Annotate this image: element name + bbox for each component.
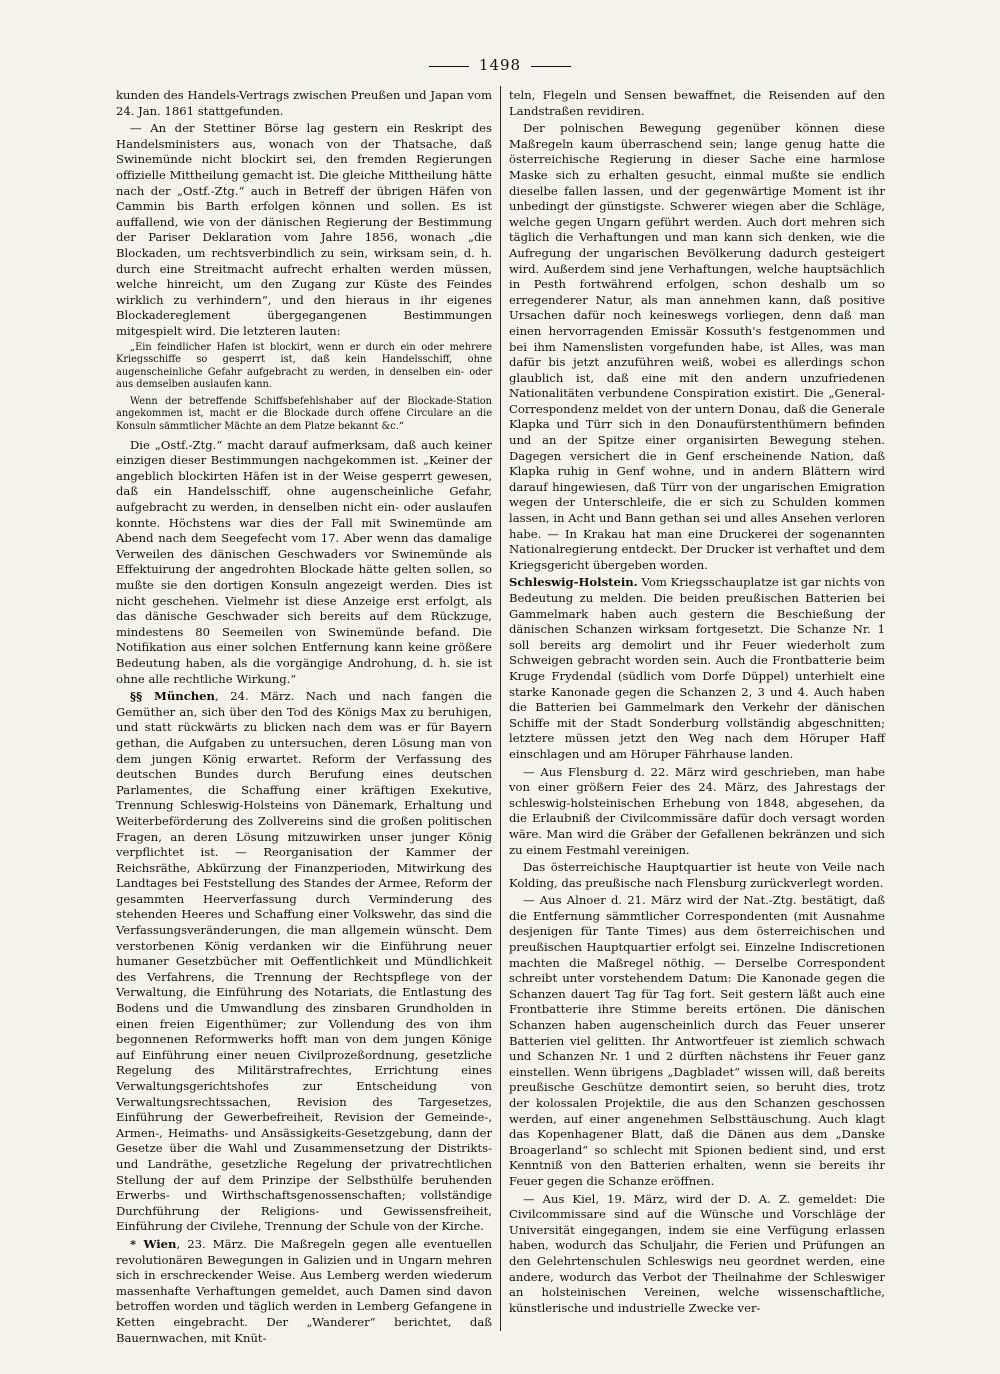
page-number: 1498	[0, 56, 1000, 74]
article-paragraph: — Aus Kiel, 19. März, wird der D. A. Z. gemeldet: Die Civilcommissare sind auf die Wünsche und Vorschläge der Universität eingegangen, indem sie eine Verfügung erlassen haben, wodurch das Schuljahr, die Ferien und Prüfungen an den Gelehrtenschulen Schleswigs neu geordnet werden, eine andere, wodurch das Verbot der Theilnahme der Schleswiger an holsteinischen Vereinen, welche wissenschaftliche, künstlerische und industrielle Zwecke ver-	[509, 1191, 885, 1315]
dateline-wien: * Wien	[130, 1236, 177, 1251]
article-text: Vom Kriegsschauplatze ist gar nichts von Bedeutung zu melden. Die beiden preußischen Batterien bei Gammelmark haben auch gestern die Beschießung der dänischen Schanzen wirksam fortgesetzt. Die Schanze Nr. 1 soll bereits arg demolirt und ihr Feuer wiederholt zum Schweigen gebracht worden sein. Auch die Frontbatterie beim Kruge Frydendal (südlich vom Dorfe Düppel) unterhielt eine starke Kanonade gegen die Schanzen 2, 3 und 4. Auch haben die Batterien bei Gammelmark den Verkehr der dänischen Schiffe mit der Stadt Sonderburg vollständig abgeschnitten; letztere müssen jetzt den Weg nach dem Höruper Haff einschlagen und am Höruper Fährhause landen.	[509, 575, 885, 761]
quoted-regulation: „Ein feindlicher Hafen ist blockirt, wenn er durch ein oder mehrere Kriegsschiffe so gesperrt ist, daß kein Handelsschiff, ohne augenscheinliche Gefahr aufgebracht zu werden, in denselben ein- oder aus demselben auslaufen kann.	[116, 341, 492, 391]
article-text: , 24. März. Nach und nach fangen die Gemüther an, sich über den Tod des Königs Max zu beruhigen, und statt rückwärts zu blicken nach dem was er für Bayern gethan, die Aufgaben zu untersuchen, deren Lösung man von dem jungen König erwartet. Reform der Verfassung des deutschen Bundes durch Berufung eines deutschen Parlamentes, die Schaffung einer kräftigen Exekutive, Trennung Schleswig-Holsteins von Dänemark, Erhaltung und Weiterbeförderung des Zollvereins sind die großen politischen Fragen, an deren Lösung mitzuwirken unser junger König verpflichtet ist. — Reorganisation der Kammer der Reichsräthe, Abkürzung der Finanzperioden, Mitwirkung des Landtages bei Feststellung des Standes der Armee, Reform der gesammten Heerverfassung durch Verminderung des stehenden Heeres und Schaffung einer Volkswehr, das sind die Verfassungsveränderungen, die man allgemein wünscht. Dem verstorbenen König verdanken wir die Einführung neuer humaner Gesetzbücher mit Oeffentlichkeit und Mündlichkeit des Verfahrens, die Trennung der Rechtspflege von der Verwaltung, die Einführung des Notariats, die Entlastung des Bodens und die Umwandlung des zinsbaren Grundholden in einen freien Eigenthümer; zur Vollendung des von ihm begonnenen Reformwerks hofft man von dem jungen Könige auf Einführung einer neuen Civilprozeßordnung, gesetzliche Regelung des Militärstrafrechtes, Errichtung eines Verwaltungsgerichtshofes zur Entscheidung von Verwaltungsrechtssachen, Revision des Targesetzes, Einführung der Gewerbefreiheit, Revision der Gemeinde-, Armen-, Heimaths- und Ansässigkeits-Gesetzgebung, dann der Gesetze über die Wahl und Zusammensetzung der Distrikts- und Landräthe, gesetzliche Regelung der privatrechtlichen Stellung der auf dem Prinzipe der Selbsthülfe beruhenden Erwerbs- und Wirthschaftsgenossenschaften; vollständige Durchführung der Religions- und Gewissensfreiheit, Einführung der Civilehe, Trennung der Schule von der Kirche.	[116, 689, 492, 1234]
dateline-muenchen: §§ München	[130, 689, 215, 704]
article-text: , 23. März. Die Maßregeln gegen alle eventuellen revolutionären Bewegungen in Galizien und in Ungarn mehren sich in erschreckender Weise. Aus Lemberg werden wiederum massenhafte Verhaftungen gemeldet, auch Damen sind davon betroffen worden und täglich werden in Lemberg Gefangene in Ketten eingebracht. Der „Wanderer“ berichtet, daß Bauernwachen, mit Knüt-	[116, 1236, 492, 1345]
article-paragraph: Der polnischen Bewegung gegenüber können diese Maßregeln kaum überraschend sein; lange genug hatte die österreichische Regierung in dieser Sache eine harmlose Maske sich zu erhalten gesucht, einmal mußte sie endlich dieselbe fallen lassen, und der gegenwärtige Moment ist ihr unbedingt der günstigste. Schwerer wiegen aber die Schläge, welche gegen Ungarn geführt werden. Auch dort mehren sich täglich die Verhaftungen und man kann sich denken, wie die Aufregung der ungarischen Bevölkerung dadurch gesteigert wird. Außerdem sind jene Verhaftungen, welche hauptsächlich in Pesth fortwährend erfolgen, schon deshalb um so erregenderer Natur, als man annehmen kann, daß positive Ursachen dafür noch keineswegs vorliegen, denn daß man einen hervorragenden Emissär Kossuth's festgenommen und bei ihm Namenslisten vorgefunden habe, ist Alles, was man dafür bis jetzt anzuführen weiß, wobei es allerdings schon glaublich ist, daß eine mit den andern unzufriedenen Nationalitäten verbundene Conspiration existirt. Die „General-Correspondenz meldet von der untern Donau, daß die Generale Klapka und Türr sich in den Donaufürstenthümern befinden und an der Spitze einer organisirten Bewegung stehen. Dagegen versichert die in Genf erscheinende Nation, daß Klapka ruhig in Genf wohne, und in andern Blättern wird darauf hingewiesen, daß Türr von der ungarischen Emigration wegen der Unterschleife, die er sich zu Schulden kommen lassen, in Acht und Bann gethan sei und alles Ansehen verloren habe. — In Krakau hat man eine Druckerei der sogenannten Nationalregierung entdeckt. Der Drucker ist verhaftet und dem Kriegsgericht übergeben worden.	[509, 121, 885, 572]
article-paragraph: — Aus Flensburg d. 22. März wird geschrieben, man habe von einer größern Feier des 24. März, des Jahrestags der schleswig-holsteinischen Erhebung von 1848, abgesehen, da die Erlaubniß der Civilcommissäre dafür doch versagt worden wäre. Man wird die Gräber der Gefallenen bekränzen und sich zu einem Festmahl vereinigen.	[509, 764, 885, 857]
article-paragraph: kunden des Handels-Vertrags zwischen Preußen und Japan vom 24. Jan. 1861 stattgefunden.	[116, 88, 492, 118]
article-paragraph	[509, 575, 885, 762]
right-column	[509, 88, 885, 1328]
quoted-regulation: Wenn der betreffende Schiffsbefehlshaber auf der Blockade-Station angekommen ist, macht er die Blockade durch offene Circulare an die Konsuln sämmtlicher Mächte an dem Platze bekannt &c.“	[116, 395, 492, 433]
column-divider	[500, 86, 501, 1331]
article-paragraph: — An der Stettiner Börse lag gestern ein Reskript des Handelsministers aus, wonach von der Thatsache, daß Swinemünde nicht blockirt sei, den fremden Regierungen offizielle Mittheilung gemacht ist. Die gleiche Mittheilung hätte nach der „Ostf.-Ztg.“ auch in Betreff der übrigen Häfen von Cammin bis Barth erfolgen können und sollen. Es ist auffallend, wie von der dänischen Regierung der Bestimmung der Pariser Deklaration vom Jahre 1856, wonach „die Blockaden, um rechtsverbindlich zu sein, wirksam sein, d. h. durch eine Streitmacht aufrecht erhalten werden müssen, welche hinreicht, um den Zugang zur Küste des Feindes wirklich zu verhindern“, und den hieraus in ihr eigenes Blockadereglement übergegangenen Bestimmungen mitgespielt wird. Die letzteren lauten:	[116, 121, 492, 338]
section-heading-schleswig-holstein: Schleswig-Holstein.	[509, 575, 638, 590]
article-paragraph: — Aus Alnoer d. 21. März wird der Nat.-Ztg. bestätigt, daß die Entfernung sämmtlicher Correspondenten (mit Ausnahme desjenigen für Tante Times) aus dem österreichischen und preußischen Hauptquartier erfolgt sei. Einzelne Indiscretionen machten die Maßregel nöthig. — Derselbe Correspondent schreibt unter vorstehendem Datum: Die Kanonade gegen die Schanzen dauert Tag für Tag fort. Seit gestern läßt auch eine Frontbatterie ihre Stimme bereits ertönen. Die dänischen Schanzen haben augenscheinlich durch das Feuer unserer Batterien viel gelitten. Ihr Antwortfeuer ist ziemlich schwach und Schanzen Nr. 1 und 2 dürften nächstens ihr Feuer ganz einstellen. Wenn übrigens „Dagbladet“ wissen will, daß bereits preußische Geschütze demontirt seien, so beruht dies, trotz der kolossalen Projektile, die aus den Schanzen geschossen werden, auf einer angenehmen Selbsttäuschung. Auch klagt das Kopenhagener Blatt, daß die Dänen aus dem „Danske Broagerland“ so schlecht mit Spionen bedient sind, und erst Kenntniß von den Batterien erhalten, wenn sie bereits ihr Feuer gegen die Schanze eröffnen.	[509, 893, 885, 1188]
article-paragraph	[116, 1237, 492, 1346]
article-paragraph: Das österreichische Hauptquartier ist heute von Veile nach Kolding, das preußische nach Flensburg zurückverlegt worden.	[509, 860, 885, 890]
article-paragraph	[116, 689, 492, 1235]
article-paragraph: teln, Flegeln und Sensen bewaffnet, die Reisenden auf den Landstraßen revidiren.	[509, 88, 885, 118]
article-paragraph: Die „Ostf.-Ztg.“ macht darauf aufmerksam, daß auch keiner einzigen dieser Bestimmungen nachgekommen ist. „Keiner der angeblich blockirten Häfen ist in der Weise gesperrt gewesen, daß ein Handelsschiff, ohne augenscheinliche Gefahr, aufgebracht zu werden, in denselben nicht ein- oder auslaufen konnte. Höchstens war dies der Fall mit Swinemünde am Abend nach dem Seegefecht vom 17. Aber wenn das damalige Verweilen des dänischen Geschwaders vor Swinemünde als Effektuirung der angedrohten Blockade hätte gelten sollen, so mußte sie den dortigen Konsuln angezeigt werden. Dies ist nicht geschehen. Vielmehr ist diese Anzeige erst erfolgt, als das dänische Geschwader sich bereits auf dem Rückzuge, mindestens 80 Seemeilen von Swinemünde befand. Die Notifikation aus einer solchen Entfernung kann keine größere Bedeutung haben, als die vorgängige Androhung, d. h. sie ist ohne alle rechtliche Wirkung.“	[116, 437, 492, 686]
left-column	[116, 88, 492, 1345]
